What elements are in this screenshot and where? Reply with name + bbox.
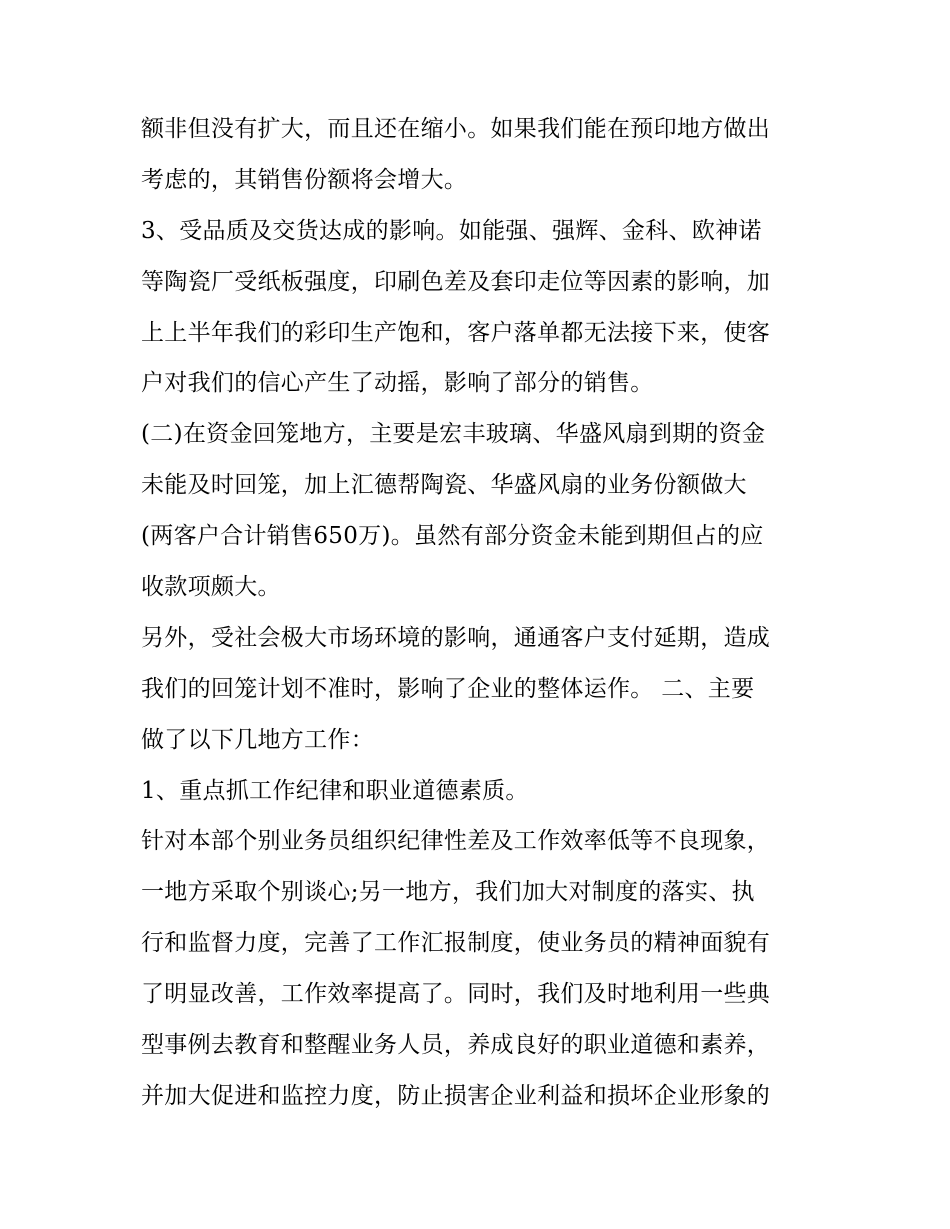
text-line: (两客户合计销售650万)。虽然有部分资金未能到期但占的应 <box>141 523 764 550</box>
text-line: 考虑的，其销售份额将会增大。 <box>141 166 468 193</box>
text-line: 户对我们的信心产生了动摇，影响了部分的销售。 <box>141 370 654 397</box>
text-line: 等陶瓷厂受纸板强度，印刷色差及套印走位等因素的影响，加 <box>141 268 771 295</box>
text-line: 额非但没有扩大，而且还在缩小。如果我们能在预印地方做出 <box>141 116 771 142</box>
text-line: 做了以下几地方工作： <box>141 726 374 753</box>
text-line: 了明显改善，工作效率提高了。同时，我们及时地利用一些典 <box>141 981 771 1008</box>
text-line: 并加大促进和监控力度，防止损害企业利益和损坏企业形象的 <box>141 1082 771 1109</box>
body-text <box>141 104 821 1122</box>
text-line: 未能及时回笼，加上汇德帮陶瓷、华盛风扇的业务份额做大 <box>141 472 747 499</box>
text-line: 行和监督力度，完善了工作汇报制度，使业务员的精神面貌有 <box>141 930 771 957</box>
text-line: 针对本部个别业务员组织纪律性差及工作效率低等不良现象， <box>141 828 771 855</box>
text-line: 一地方采取个别谈心;另一地方，我们加大对制度的落实、执 <box>141 879 755 906</box>
text-line: (二)在资金回笼地方，主要是宏丰玻璃、华盛风扇到期的资金 <box>141 421 766 448</box>
text-line: 1、重点抓工作纪律和职业道德素质。 <box>141 777 529 804</box>
text-line: 另外，受社会极大市场环境的影响，通通客户支付延期，造成 <box>141 624 771 651</box>
text-line: 型事例去教育和整醒业务人员，养成良好的职业道德和素养， <box>141 1032 771 1059</box>
text-line: 3、受品质及交货达成的影响。如能强、强辉、金科、欧神诺 <box>141 217 762 244</box>
text-line: 收款项颇大。 <box>141 574 281 601</box>
text-line: 我们的回笼计划不准时，影响了企业的整体运作。 二、主要 <box>141 675 755 702</box>
text-line: 上上半年我们的彩印生产饱和，客户落单都无法接下来，使客 <box>141 319 771 346</box>
